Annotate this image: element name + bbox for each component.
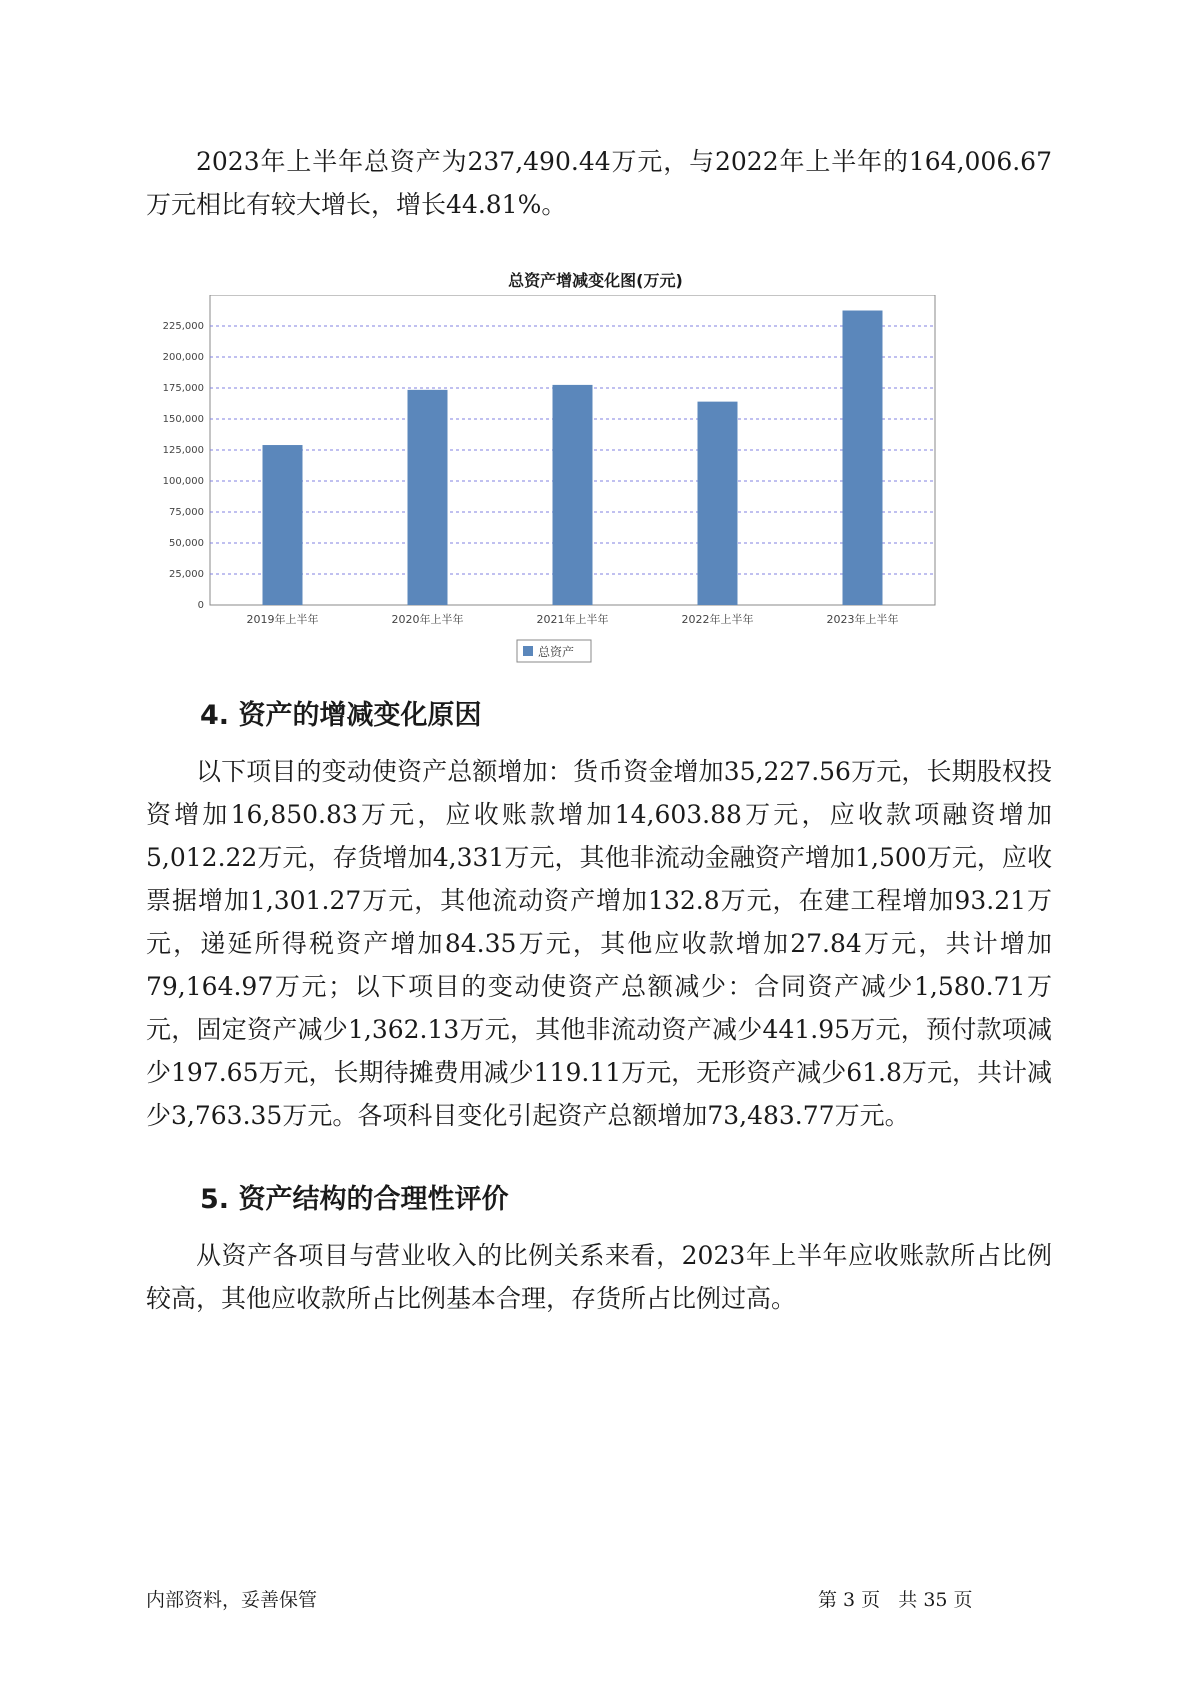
y-tick-label: 200,000: [162, 352, 204, 363]
y-tick-label: 225,000: [162, 321, 204, 332]
x-tick-label: 2019年上半年: [246, 613, 319, 626]
bar-3: [553, 385, 593, 605]
paragraph-asset-change-details: 以下项目的变动使资产总额增加：货币资金增加35,227.56万元，长期股权投资增加16,850.83万元，应收账款增加14,603.88万元，应收款项融资增加5,012.22万元，存货增加4,331万元，其他非流动金融资产增加1,500万元，应收票据增加1,301.27万元，其他流动资产增加132.8万元，在建工程增加93.21万元，递延所得税资产增加84.35万元，其他应收款增加27.84万元，共计增加79,164.97万元；以下项目的变动使资产总额减少：合同资产减少1,580.71万元，固定资产减少1,362.13万元，其他非流动资产减少441.95万元，预付款项减少197.65万元，长期待摊费用减少119.11万元，无形资产减少61.8万元，共计减少3,763.35万元。各项科目变化引起资产总额增加73,483.77万元。: [146, 757, 1052, 1130]
paragraph-asset-structure: 从资产各项目与营业收入的比例关系来看，2023年上半年应收账款所占比例较高，其他应收款所占比例基本合理，存货所占比例过高。: [146, 1241, 1052, 1313]
footer-page-number: 第 3 页 共 35 页: [818, 1589, 973, 1611]
bar-5: [843, 311, 883, 605]
heading-asset-change-reasons: 4. 资产的增减变化原因: [200, 700, 482, 731]
x-tick-label: 2020年上半年: [391, 613, 464, 626]
y-tick-label: 50,000: [169, 538, 204, 549]
legend-label: 总资产: [538, 645, 575, 659]
bar-4: [698, 402, 738, 605]
heading-asset-structure-evaluation: 5. 资产结构的合理性评价: [200, 1184, 509, 1215]
y-tick-label: 75,000: [169, 507, 204, 518]
y-tick-label: 125,000: [162, 445, 204, 456]
bar-2: [408, 390, 448, 605]
y-tick-label: 100,000: [162, 476, 204, 487]
x-tick-label: 2022年上半年: [681, 613, 754, 626]
x-tick-label: 2021年上半年: [536, 613, 609, 626]
paragraph-total-assets: 2023年上半年总资产为237,490.44万元，与2022年上半年的164,006.67万元相比有较大增长，增长44.81%。: [146, 147, 1052, 219]
y-tick-label: 25,000: [169, 569, 204, 580]
legend-swatch: [523, 646, 533, 656]
chart-title: 总资产增减变化图(万元): [508, 271, 683, 290]
x-tick-label: 2023年上半年: [826, 613, 899, 626]
bar-1: [263, 445, 303, 605]
y-tick-label: 150,000: [162, 414, 204, 425]
total-assets-bar-chart: [160, 295, 1020, 715]
y-tick-label: 175,000: [162, 383, 204, 394]
footer-confidential-note: 内部资料，妥善保管: [146, 1589, 318, 1611]
y-tick-label: 0: [197, 600, 204, 611]
